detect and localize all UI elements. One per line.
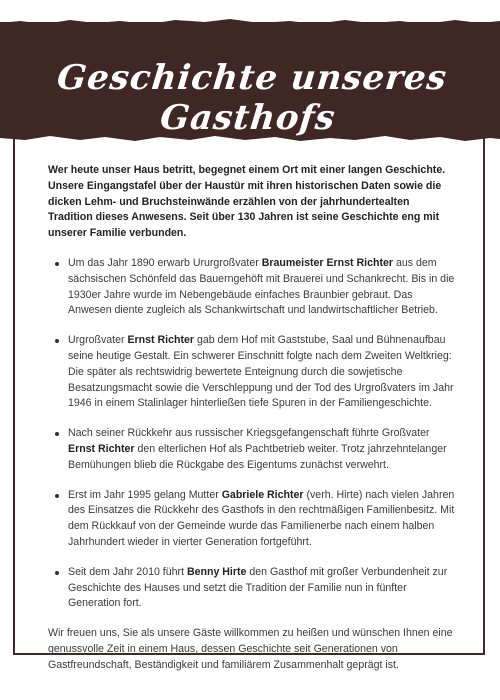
list-item: Nach seiner Rückkehr aus russischer Kriegsgefangenschaft führte Großvater Ernst Richter den elterlichen Hof als Pachtbetrieb weiter. Trotz jahrzehntelanger Bemühungen blieb die Rückgabe des Eigentums zunächst verwehrt. <box>48 426 456 473</box>
bullet-icon <box>55 494 59 498</box>
closing-paragraph: Wir freuen uns, Sie als unsere Gäste willkommen zu heißen und wünschen Ihnen eine genussvolle Zeit in einem Haus, dessen Geschichte seit Generationen von Gastfreundschaft, Beständigkeit und familiärem Zusammenhalt geprägt ist. <box>48 627 453 671</box>
banner-brush-edge-top <box>0 18 500 26</box>
bullet-icon <box>55 339 59 343</box>
list-item: Um das Jahr 1890 erwarb Ururgroßvater Braumeister Ernst Richter aus dem sächsischen Schönfeld das Bauerngehöft mit Brauerei und Schankrecht. Bis in die 1930er Jahre wurde im Nebengebäude einfaches Braunbier gebraut. Das Anwesen diente zugleich als Schankwirtschaft und landwirtschaftlicher Betrieb. <box>48 256 456 319</box>
list-item: Urgroßvater Ernst Richter gab dem Hof mit Gaststube, Saal und Bühnenaufbau seine heutige Gestalt. Ein schwerer Einschnitt folgte nach dem Zweiten Weltkrieg: Die später als rechtswidrig bewertete Enteignung durch die sowjetische Besatzungsmacht sowie die Verschleppung und der Tod des Urgroßvaters im Jahr 1946 in einem Stalinlager hinterließen tiefe Spuren in der Familiengeschichte. <box>48 333 456 412</box>
list-item: Erst im Jahr 1995 gelang Mutter Gabriele Richter (verh. Hirte) nach vielen Jahren des Einsatzes die Rückkehr des Gasthofs in den rechtmäßigen Familienbesitz. Mit dem Rückkauf von der Gemeinde wurde das Familienerbe nach einem halben Jahrhundert wieder in vierter Generation fortgeführt. <box>48 488 456 551</box>
intro-paragraph: Wer heute unser Haus betritt, begegnet einem Ort mit einer langen Geschichte. Unsere Eingangstafel über der Haustür mit ihren historischen Daten sowie die dicken Lehm- und Bruchsteinwände erzählen von der jahrhundertealten Tradition dieses Anwesens. Seit über 130 Jahren ist seine Geschichte eng mit unserer Familie verbunden. <box>48 164 446 240</box>
bullet-icon <box>55 262 59 266</box>
history-text <box>48 163 456 674</box>
page-title: Geschichte unseres Gasthofs <box>55 58 450 138</box>
bullet-icon <box>55 432 59 436</box>
history-list <box>48 256 456 612</box>
bullet-icon <box>55 571 59 575</box>
list-item: Seit dem Jahr 2010 führt Benny Hirte den Gasthof mit großer Verbundenheit zur Geschichte des Hauses und setzt die Tradition der Familie nun in fünfter Generation fort. <box>48 565 456 612</box>
